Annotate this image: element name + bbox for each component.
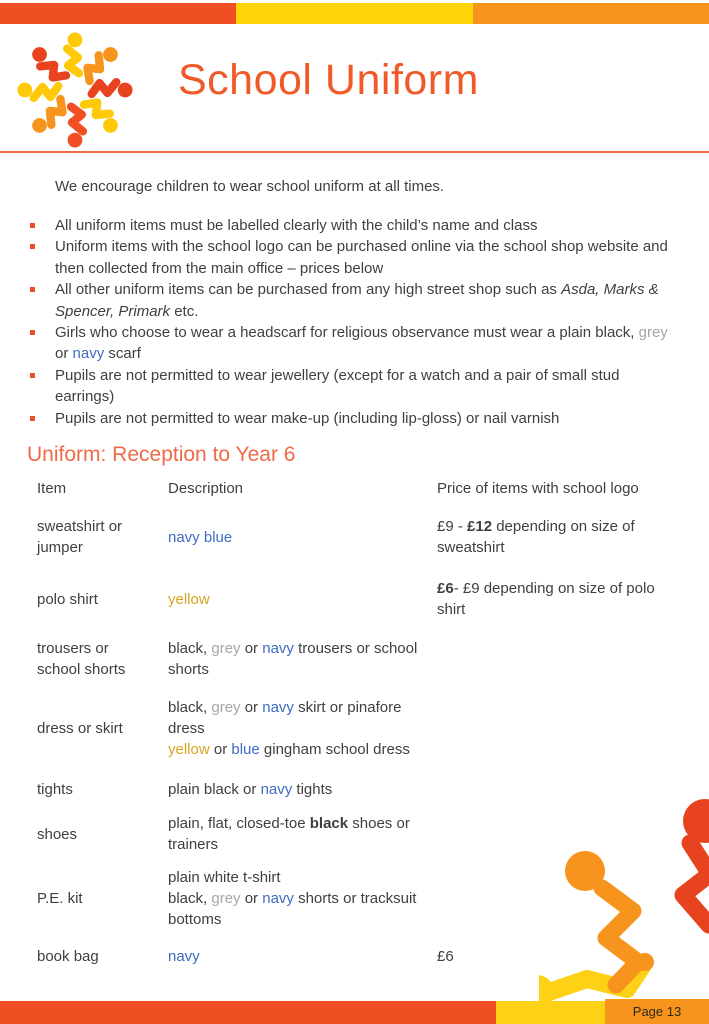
table-row [37, 629, 672, 689]
page-title: School Uniform [178, 56, 479, 104]
top-bar [0, 3, 709, 24]
item-cell: polo shirt [37, 590, 98, 608]
price-cell: £9 - £12 depending on size of sweatshirt [437, 518, 635, 557]
bullet-text: All other uniform items can be purchased from any high street shop such as Asda, Marks & Spencer, Primark etc. [55, 281, 659, 320]
table-row [37, 689, 672, 767]
bullet-item [30, 408, 709, 429]
bullet-item [30, 215, 709, 236]
top-bar-red-segment [0, 3, 236, 24]
top-bar-yellow-segment [236, 3, 472, 24]
bullet-item [30, 279, 709, 322]
table-row [37, 569, 672, 629]
bullet-text: Uniform items with the school logo can be purchased online via the school shop website and then collected from the main office – prices below [55, 238, 668, 277]
item-cell: tights [37, 780, 73, 798]
item-cell: sweatshirt or jumper [37, 518, 123, 557]
bullet-text: Girls who choose to wear a headscarf for religious observance must wear a plain black, grey or navy scarf [55, 324, 668, 363]
col-header-price: Price of items with school logo [437, 480, 639, 498]
item-cell: book bag [37, 948, 99, 966]
bullet-text: Pupils are not permitted to wear make-up (including lip-gloss) or nail varnish [55, 409, 560, 427]
description-cell: plain black or navy tights [168, 780, 333, 798]
col-header-description: Description [168, 480, 244, 498]
bottom-bar [0, 1001, 709, 1024]
bullet-square-icon [30, 244, 35, 249]
bullet-square-icon [30, 330, 35, 335]
item-cell: P.E. kit [37, 889, 83, 907]
price-cell: £6 [437, 948, 454, 966]
description-cell: yellow [168, 590, 210, 608]
description-cell: black, grey or navy skirt or pinafore dress yellow or blue gingham school dress [168, 698, 410, 758]
page-number-label: Page 13 [632, 1004, 682, 1019]
item-cell: dress or skirt [37, 719, 123, 737]
bullet-square-icon [30, 287, 35, 292]
top-bar-orange-segment [473, 3, 709, 24]
section-heading: Uniform: Reception to Year 6 [27, 443, 296, 467]
bullet-square-icon [30, 373, 35, 378]
description-cell: navy blue [168, 528, 233, 546]
col-header-item: Item [37, 480, 67, 498]
price-cell: £6- £9 depending on size of polo shirt [437, 580, 655, 619]
people-figures-decoration [539, 795, 709, 1001]
bullet-item [30, 365, 709, 408]
bullet-list [30, 215, 709, 429]
school-logo-icon [14, 31, 136, 149]
description-cell: navy [168, 948, 200, 966]
description-cell: plain white t-shirt black, grey or navy shorts or tracksuit bottoms [168, 868, 417, 928]
page-number-badge [605, 999, 709, 1024]
intro-text: We encourage children to wear school uniform at all times. [55, 178, 445, 195]
table-header-row [37, 475, 672, 505]
bullet-text: Pupils are not permitted to wear jewellery (except for a watch and a pair of small stud earrings) [55, 366, 620, 406]
item-cell: shoes [37, 825, 78, 843]
bullet-item [30, 236, 709, 279]
item-cell: trousers or school shorts [37, 640, 126, 679]
table-row [37, 505, 672, 569]
bullet-square-icon [30, 223, 35, 228]
bottom-bar-red-segment [0, 1001, 496, 1024]
description-cell: plain, flat, closed-toe black shoes or trainers [168, 815, 410, 854]
bullet-text: All uniform items must be labelled clearly with the child’s name and class [55, 217, 538, 234]
bullet-square-icon [30, 416, 35, 421]
bullet-item [30, 322, 709, 365]
description-cell: black, grey or navy trousers or school shorts [168, 640, 418, 679]
